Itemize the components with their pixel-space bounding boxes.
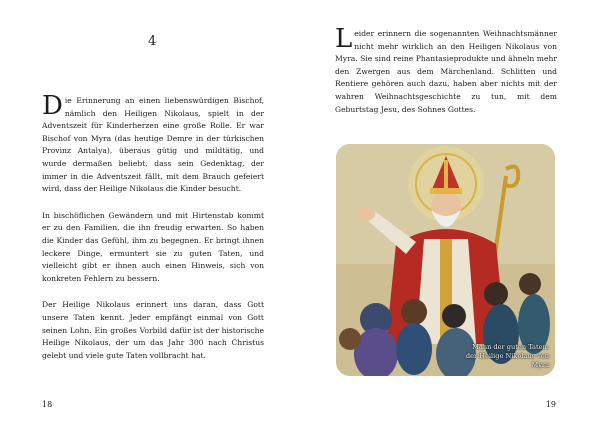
left-paragraph-2: In bischöflichen Gewändern und mit Hirtenstab kommt er zu den Familien, die ihn freudig erwarten. So haben die Kinder das Gefühl, ihm zu begegnen. Er bringt ihnen leckere Dinge, ermuntert sie zu guten Taten, und vielleicht gibt er ihnen auch einen Hinweis, sich von konkreten Fehlern zu bessern. — [42, 210, 264, 283]
illustration-caption — [449, 343, 549, 370]
page-number-left: 18 — [42, 400, 53, 409]
chapter-marker: 4 — [148, 34, 157, 49]
left-paragraph-1: Die Erinnerung an einen liebenswürdigen Bischof, nämlich den Heiligen Nikolaus, spielt in der Adventszeit für Kinderherzen eine große Rolle. Er war Bischof von Myra (das heutige Demre in der türkischen Provinz Antalya), überaus gütig und mildtätig, und wurde dermaßen beliebt, dass sein Gedenktag, der immer in die Adventszeit fällt, mit dem Brauch gefeiert wird, dass der Heilige Nikolaus die Kinder besucht. — [42, 91, 264, 194]
illustration-artwork — [336, 144, 555, 376]
right-column — [335, 24, 557, 130]
right-paragraph-1: Leider erinnern die sogenannten Weihnachtsmänner nicht mehr wirklich an den Heiligen Nikolaus von Myra. Sie sind reine Phantasieprodukte und ähneln mehr den Zwergen aus dem Märchenland. Schlitten und Rentiere gehören auch dazu, haben aber nichts mit der wahren Weihnachtsgeschichte zu tun, mit dem Geburtstag Jesu, des Sohnes Gottes. — [335, 24, 557, 114]
caption-line-2: der Heilige Nikolaus von Myra — [465, 352, 549, 369]
left-column — [42, 91, 264, 376]
page-number-right: 19 — [545, 400, 556, 409]
caption-line-1: Mann der guten Taten: — [472, 343, 549, 351]
saint-nicholas-illustration — [336, 144, 555, 376]
left-paragraph-3: Der Heilige Nikolaus erinnert uns daran, dass Gott unsere Taten kennt. Jeder empfängt einmal von Gott seinen Lohn. Ein großes Vorbild dafür ist der historische Heilige Nikolaus, der um das Jahr 300 nach Christus gelebt und viele gute Taten vollbracht hat. — [42, 300, 264, 360]
